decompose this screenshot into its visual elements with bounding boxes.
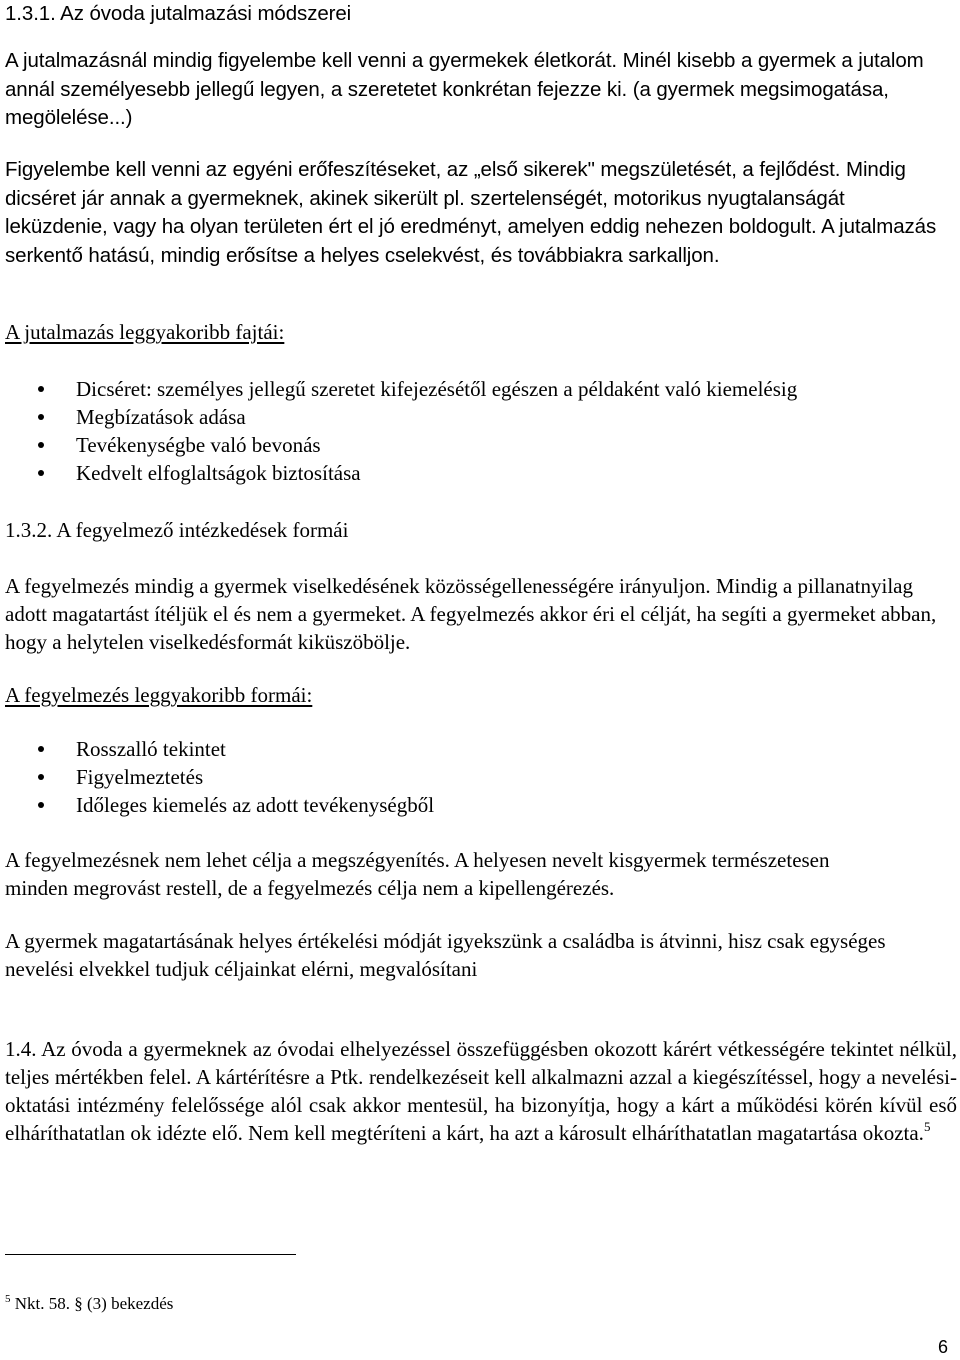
list-item: Figyelmeztetés [0,763,434,791]
list-item: Megbízatások adása [0,403,797,431]
list-item: Tevékenységbe való bevonás [0,431,797,459]
list-item: Időleges kiemelés az adott tevékenységből [0,791,434,819]
rewards-types-list [0,375,797,487]
liability-paragraph [5,1035,957,1147]
page-number: 6 [938,1337,949,1357]
rewards-types-heading: A jutalmazás leggyakoribb fajtái: [5,320,285,344]
discipline-intro-paragraph: A fegyelmezés mindig a gyermek viselkedésének közösségellenességére irányuljon. Mindig a pillanatnyilag adott magatartást ítéljük el és nem a gyermeket. A fegyelmezés akkor éri el célját, ha segíti a gyermeket abban, hogy a helytelen viselkedésformát kiküszöbölje. [5,574,937,654]
list-item: Kedvelt elfoglaltságok biztosítása [0,459,797,487]
rewards-section-heading: 1.3.1. Az óvoda jutalmazási módszerei [5,2,352,25]
footnote-separator [5,1254,296,1255]
discipline-section-heading: 1.3.2. A fegyelmező intézkedések formái [5,518,349,542]
liability-text: 1.4. Az óvoda a gyermeknek az óvodai elhelyezéssel összefüggésben okozott kárért vétkességére tekintet nélkül, teljes mértékben felel. A kártérítésre a Ptk. rendelkezéseit kell alkalmazni azzal a kiegészítéssel, hogy a nevelési-oktatási intézmény felelőssége alól csak akkor mentesül, ha bizonyítja, hogy a kárt a működési körén kívül eső elháríthatatlan ok idézte elő. Nem kell megtéríteni a kárt, ha azt a károsult elháríthatatlan magatartása okozta. [5,1037,957,1145]
discipline-shaming-paragraph: A fegyelmezésnek nem lehet célja a megszégyenítés. A helyesen nevelt kisgyermek természetesen minden megrovást restell, de a fegyelmezés célja nem a kipellengérezés. [5,848,830,900]
discipline-forms-list [0,735,434,819]
footnote-text: Nkt. 58. § (3) bekezdés [10,1294,174,1313]
list-item: Rosszalló tekintet [0,735,434,763]
rewards-effort-paragraph: Figyelembe kell venni az egyéni erőfeszítéseket, az „első sikerek" megszületését, a fejlődést. Mindig dicséret jár annak a gyermeknek, akinek sikerült pl. szertelenségét, motorikus nyugtalanságát leküzdenie, vagy ha olyan területen ért el jó eredményt, amelyen eddig nehezen boldogult. A jutalmazás serkentő hatású, mindig erősítse a helyes cselekvést, és továbbiakra sarkalljon. [5,158,937,267]
rewards-intro-paragraph: A jutalmazásnál mindig figyelembe kell venni a gyermekek életkorát. Minél kisebb a gyermek a jutalom annál személyesebb jellegű legyen, a szeretetet konkrétan fejezze ki. (a gyermek megsimogatása, megölelése...) [5,49,924,129]
discipline-forms-heading: A fegyelmezés leggyakoribb formái: [5,683,313,707]
discipline-family-paragraph: A gyermek magatartásának helyes értékelési módját igyekszünk a családba is átvinni, hisz csak egységes nevelési elvekkel tudjuk céljainkat elérni, megvalósítani [5,929,886,981]
footnote-marker: 5 [5,1293,11,1305]
list-item: Dicséret: személyes jellegű szeretet kifejezésétől egészen a példaként való kiemelésig [0,375,797,403]
footnote [5,1293,173,1315]
footnote-reference: 5 [923,1119,931,1134]
